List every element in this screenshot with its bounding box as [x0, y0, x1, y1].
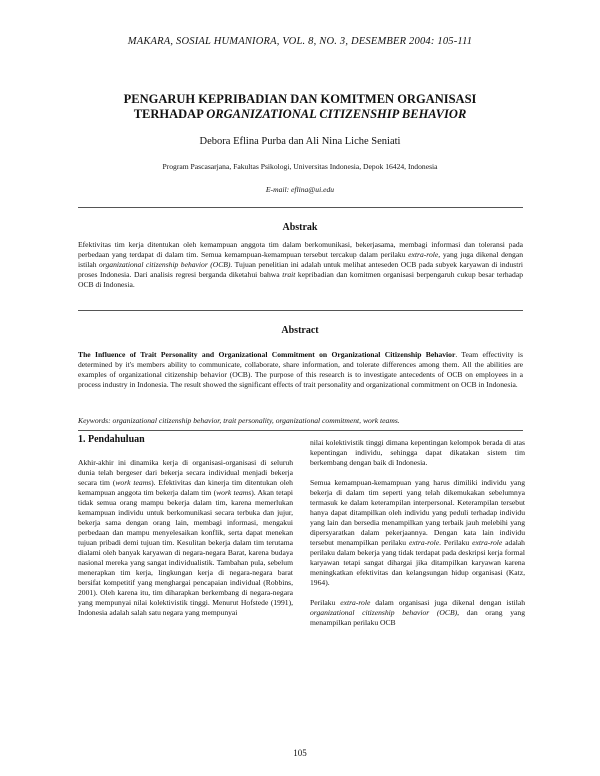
abstract-text: The Influence of Trait Personality and Organizational Commitment on Organizational Citizenship Behavior. Team effectivity is determined by it's members ability to communicate, collaborate, share information, and tolerate differences among them. All the abilities are examples of organizational citizenship behavior (OCB). The purpose of this research is to investigate antecedents of OCB on employees in a process industry in Indonesia. The result showed the significant effects of trait personality and organizational commitment on OCB in Indonesia.	[78, 350, 523, 389]
abstrak-heading: Abstrak	[282, 222, 318, 233]
authors: Debora Eflina Purba dan Ali Nina Liche Seniati	[199, 136, 401, 147]
abstrak-text: Efektivitas tim kerja ditentukan oleh kemampuan anggota tim dalam berkomunikasi, bekerjasama, membagi informasi dan toleransi pada perbedaan yang terdapat di dalam tim. Semua kemampuan-kemampuan tersebut tercakup dalam perilaku extra-role, yang juga dikenal dengan istilah organizational citizenship behavior (OCB). Tujuan penelitian ini adalah untuk melihat anteseden OCB pada subyek karyawan di industri proses Indonesia. Dari analisis regresi berganda diketahui bahwa trait kepribadian dan komitmen organisasi berpengaruh cukup besar terhadap OCB di Indonesia.	[78, 240, 524, 289]
divider	[78, 310, 523, 311]
right-column	[310, 438, 525, 638]
intro-paragraph-2: nilai kolektivistik tinggi dimana kepentingan kelompok berada di atas kepentingan individu, sehingga dapat dikatakan sistem tim berkembang dengan baik di Indonesia.	[310, 438, 525, 467]
title-line-2	[60, 107, 540, 122]
page-number: 105	[293, 748, 307, 758]
intro-paragraph-4: Perilaku extra-role dalam organisasi juga dikenal dengan istilah organizational citizenship behavior (OCB), dan orang yang menampilkan perilaku OCB	[310, 598, 525, 627]
paper-title	[60, 92, 540, 122]
title-prefix: TERHADAP	[133, 107, 207, 121]
intro-paragraph-3: Semua kemampuan-kemampuan yang harus dimiliki individu yang bekerja di dalam tim seperti yang telah dikemukakan sebelumnya termasuk ke dalam keterampilan interpersonal. Keterampilan tersebut hanya dapat ditampilkan oleh individu yang peduli terhadap individu yang lain dan bersedia menampilkan yang terbaik jauh melebihi yang dipersyaratkan dalam pekerjaannya. Dengan kata lain individu tersebut menampilkan perilaku extra-role. Perilaku extra-role adalah perilaku dalam bekerja yang tidak terdapat pada deskripsi kerja formal karyawan tetapi sangat dihargai jika ditampilkan karyawan karena meningkatkan efektivitas dan kelangsungan hidup organisasi (Katz, 1964).	[310, 478, 525, 587]
keywords: Keywords: organizational citizenship behavior, trait personality, organizational commitment, work teams.	[78, 416, 400, 425]
abstract-heading: Abstract	[281, 325, 319, 336]
divider	[78, 207, 523, 208]
left-column	[78, 435, 293, 628]
abstract-bold-title: The Influence of Trait Personality and Organizational Commitment on Organizational Citizenship Behavior	[78, 350, 456, 359]
intro-paragraph-1: Akhir-akhir ini dinamika kerja di organisasi-organisasi di seluruh dunia telah bergeser dari bekerja secara individual menjadi bekerja secara tim (work teams). Efektivitas dan kinerja tim ditentukan oleh kemampuan anggota tim bekerja dalam tim (work teams). Akan tetapi tidak semua orang mampu bekerja dalam tim, karena memerlukan kemampuan individu untuk berkomunikasi secara terbuka dan jujur, bekerja sama dengan orang lain, membagi informasi, mengakui perbedaan dan mampu menyelesaikan konflik, serta dapat menekan tujuan pribadi demi tujuan tim. Kesulitan bekerja dalam tim terutama dialami oleh banyak karyawan di negara-negara Barat, karena budaya nasional mereka yang sangat individualistik. Tambahan pula, sebelum menerapkan tim kerja, lingkungan kerja di negara-negara barat bersifat kompetitif yang menghargai pencapaian individual (Robbins, 2001). Oleh karena itu, tim diharapkan berkembang di negara-negara yang mempunyai nilai kolektivistik tinggi. Menurut Hofstede (1991), Indonesia adalah salah satu negara yang mempunyai	[78, 458, 293, 617]
title-line-1: PENGARUH KEPRIBADIAN DAN KOMITMEN ORGANISASI	[123, 92, 477, 106]
title-italic: ORGANIZATIONAL CITIZENSHIP BEHAVIOR	[206, 107, 467, 121]
divider	[78, 430, 523, 431]
journal-header: MAKARA, SOSIAL HUMANIORA, VOL. 8, NO. 3, DESEMBER 2004: 105-111	[127, 36, 473, 47]
affiliation: Program Pascasarjana, Fakultas Psikologi, Universitas Indonesia, Depok 16424, Indonesia	[162, 162, 438, 171]
section-heading: 1. Pendahuluan	[78, 434, 145, 445]
email: E-mail: eflina@ui.edu	[265, 185, 335, 194]
